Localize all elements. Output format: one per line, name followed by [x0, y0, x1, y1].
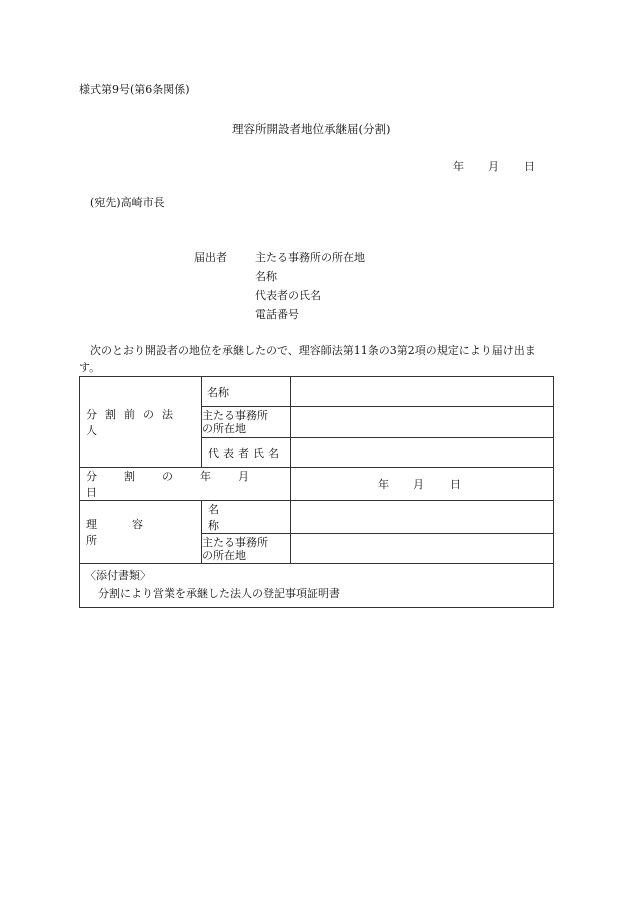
- document-title: 理容所開設者地位承継届(分割): [232, 122, 391, 136]
- split-date-value[interactable]: [291, 468, 554, 501]
- barber-name-label: 名称: [208, 503, 265, 532]
- attachments-cell: [80, 564, 554, 608]
- applicant-field-office: 主たる事務所の所在地: [255, 251, 365, 264]
- statement-paragraph: 次のとおり開設者の地位を承継したので、理容師法第11条の3第2項の規定により届け出ます。: [79, 344, 536, 374]
- application-table: [79, 376, 554, 608]
- corp-rep-label: 代表者氏名: [208, 446, 283, 460]
- corp-name-value[interactable]: [291, 377, 554, 407]
- attachments-heading: 〈添付書類〉: [85, 569, 151, 582]
- barber-name-value[interactable]: [291, 501, 554, 534]
- form-number: 様式第9号(第6条関係): [79, 83, 190, 96]
- barber-office-value[interactable]: [291, 534, 554, 564]
- corp-office-label-line2: の所在地: [202, 422, 246, 435]
- date-day: 日: [524, 160, 535, 173]
- corp-rep-value[interactable]: [291, 438, 554, 468]
- pre-split-corp-label-cell: [80, 377, 202, 468]
- pre-split-corp-label: 分割前の法人: [86, 408, 181, 437]
- corp-name-label: 名称: [207, 385, 229, 399]
- barber-label-cell: [80, 501, 202, 564]
- applicant-field-phone: 電話番号: [255, 308, 299, 321]
- split-date-label-cell: [80, 468, 291, 501]
- split-date-day: 日: [450, 478, 461, 491]
- date-year: 年: [453, 160, 464, 173]
- split-date-label: 分割の年月日: [86, 470, 276, 499]
- applicant-field-name: 名称: [255, 270, 277, 283]
- corp-name-label-cell: [202, 377, 291, 407]
- barber-name-label-cell: [202, 501, 291, 534]
- corp-office-value[interactable]: [291, 407, 554, 438]
- barber-label: 理容所: [86, 518, 178, 547]
- applicant-field-representative: 代表者の氏名: [255, 289, 321, 302]
- split-date-month: 月: [413, 478, 424, 491]
- addressee: (宛先)高崎市長: [90, 196, 165, 209]
- corp-rep-label-cell: [202, 438, 291, 468]
- corp-office-label-cell: [202, 407, 291, 438]
- barber-office-label-line1: 主たる事務所: [202, 535, 268, 549]
- barber-office-label-cell: [202, 534, 291, 564]
- attachments-item: 分割により営業を承継した法人の登記事項証明書: [98, 587, 340, 600]
- date-month: 月: [488, 160, 499, 173]
- split-date-year: 年: [378, 478, 389, 491]
- barber-office-label-line2: の所在地: [202, 548, 246, 562]
- corp-office-label-line1: 主たる事務所: [202, 409, 268, 422]
- applicant-label: 届出者: [194, 251, 227, 264]
